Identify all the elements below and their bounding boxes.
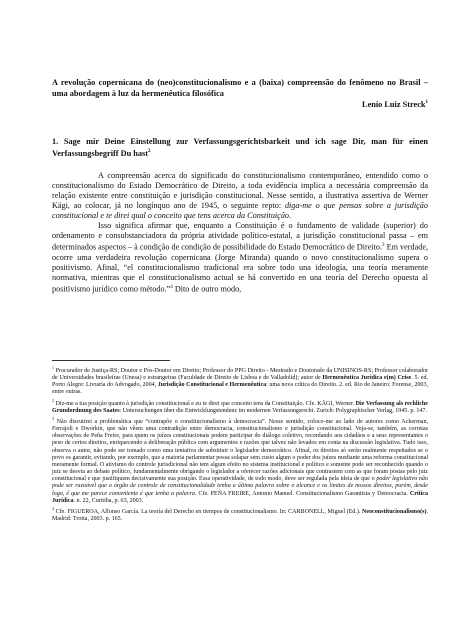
footnote-3 <box>52 415 428 505</box>
footnote-separator <box>52 360 170 361</box>
footnote-1-number: 1 <box>52 365 54 370</box>
footnote-1 <box>52 364 428 397</box>
paragraph-2-text: Isso significa afirmar que, enquanto a Constituição é o fundamento de validade (superior) do ordenamento e consubstanciadora da própria atividade político-estatal, a jurisdição constitucional passa – em determinados aspectos – à condição de condição de possibilidade do Estado Democrático de Direito. <box>52 221 428 253</box>
footnote-1-text-2: . 5. ed. Porto Alegre: Livraria do Advogado, 2004, <box>52 375 428 389</box>
footnote-2 <box>52 397 428 415</box>
footnote-3-quote: o poder legislativo não pode ser razoável que o órgão de controle de constitucionalidade tenha a última palavra sobre o alcance e os limites de nossos direitos, porém, desde logo, é que me parece conveniente é que tenha a palavra <box>52 476 428 497</box>
footnote-2-text-2: : Untersuchungen über die Entwicklungstendenz im modernen Verfassungsrecht. Zurich: Polygraphischer Verlag, 1945. p. 147. <box>119 407 427 414</box>
footnotes <box>52 364 428 523</box>
footnote-1-text-3: : uma nova crítica do Direito. 2. ed. Rio de Janeiro: Forense, 2003, entre outras. <box>52 382 428 396</box>
document-title: A revolução copernicana do (neo)constitucionalismo e a (baixa) compreensão do fenômeno no Brasil – uma abordagem à luz da hermenêutica filosófica <box>52 78 428 98</box>
footnote-3-number: 3 <box>52 415 54 421</box>
author-footnote-ref: 1 <box>425 100 428 105</box>
footnote-3-text-2: . Cfe. PEÑA FREIRE, Antonio Manuel. Constitucionalismo Garantista y Democracia. <box>194 490 410 497</box>
paragraph-2 <box>52 221 428 295</box>
footnote-1-text: Procurador de Justiça-RS; Doutor e Pós-Doutor em Direito; Professor do PPG Direito - Mestrado e Doutorado da UNISINOS-RS; Professor colaborador de Universidades brasileiras (Unesa) e estrangeiras (Faculdade de Direito de Lisboa e de Valladolid); autor de <box>52 368 428 382</box>
paragraph-1 <box>52 171 428 221</box>
paragraph-1-end: . <box>289 211 292 221</box>
footnote-1-book-2: Jurisdição Constitucional e Hermenêutica <box>157 382 267 389</box>
section-heading-text: 1. Sage mir Deine Einstellung zur Verfassungsgerichtsbarkeit und ich sage Dir, man für einen Verfassungsbegriff Du hast <box>52 137 428 158</box>
footnote-4-book: Neoconstitucionalismo(s) <box>361 508 427 515</box>
section-heading <box>52 137 428 159</box>
footnote-3-text-3: . n. 22, Curitiba, p. 63, 2003. <box>73 497 144 504</box>
section-footnote-ref: 2 <box>148 149 151 155</box>
paragraph-2-text-cont: Em verdade, ocorre uma verdadeira revolução copernicana (Jorge Miranda) quando o novo constitucionalismo supera o positivismo. Afinal, “el constitucionalismo tradicional era sobre todo una ideología, una teoría meramente normativa, mientras que el constitucionalismo actual se há convertido en una teoría del Derecho opuesta al positivismo jurídico como método.” <box>52 243 429 294</box>
footnote-3-journal: Crítica Jurídica <box>52 490 428 504</box>
body-text <box>52 171 428 295</box>
paragraph-1-text: A compreensão acerca do significado do constitucionalismo contemporâneo, entendido como o constitucionalismo do Estado Democrático de Direito, a toda evidência implica a necessária compreensão da relação existente entre constituição e jurisdição constitucional. Nesse sentido, a ilustrativa assertiva de Werner Kägi, ao colocar, já no longínquo ano de 1945, o seguinte repto: <box>52 171 428 211</box>
paragraph-1-quote: diga-me o que pensas sobre a jurisdição constitucional e te direi qual o conceito que tens acerca da Constituição <box>52 201 428 221</box>
footnote-4-text-2: . Madrid: Trotta, 2003. p. 165. <box>52 508 428 523</box>
paragraph-2-end: Dito de outro modo, <box>172 284 242 294</box>
footnote-1-book-1: Hermenêutica Jurídica e(m) Crise <box>322 375 412 382</box>
footnote-2-book: Die Verfassung als rechliche Grundordnung des Saates <box>52 400 428 414</box>
footnote-4-text: Cfe. FIGUEROA, Alfonso García. La teoría del Derecho en tiempos de constitucionalismo. In: CARBONELL, Miguel (Ed.). <box>54 508 362 515</box>
author-name: Lenio Luiz Streck <box>362 99 426 109</box>
footnote-2-number: 2 <box>52 397 54 403</box>
footnote-4-number: 4 <box>52 505 54 511</box>
footnote-2-text: Diz-me a tua posição quanto à jurisdição constitucional e eu te direi que conceito tens da Constituição. Cfe. KÄGI, Werner. <box>54 400 356 407</box>
footnote-4 <box>52 505 428 523</box>
author-line <box>362 98 428 110</box>
footnote-ref-3: 3 <box>382 243 385 249</box>
footnote-ref-4: 4 <box>170 285 173 291</box>
footnote-3-text: Não discutirei a problemática que “contrapõe o constitucionalismo à democracia”. Nesse sentido, coloco-me ao lado de autores como Ackerman, Ferrajoli e Dworkin, que não vêem uma contradição entre democracia, constitucionalismo e jurisdição constitucional. Veja-se, também, as corretas observações de Peña Freire, para quem os juízes constitucionais podem participar do diálogo coletivo, recordando aos cidadãos e a seus representantes o peso de certos direitos, enriquecendo a deliberação pública com argumentos e razões que talvez não levados em conta na discussão legislativa. Tudo isso, observa o autor, não pode ser tomado como uma tentativa de substituir o legislador democrático. Afinal, os direitos só serão realmente respeitados se o povo os garantir, evitando, por exemplo, que a maioria parlamentar possa solapar sem custo algum o poder dos juízes mediante uma reforma constitucional meramente formal. O ativismo do controle jurisdicional não tem algum efeito no sistema institucional e político e somente pode ser reconhecido quando o juiz se desvia ao debate político, fundamentalmente obrigando o legislador a oferecer razões adicionais que contrastem com as que foram postas pelo juiz constitucional e que justifiquem decisivamente sua posição. Essa operatividade, de todo modo, deve ser regulada pela ideia de que <box>52 418 428 483</box>
